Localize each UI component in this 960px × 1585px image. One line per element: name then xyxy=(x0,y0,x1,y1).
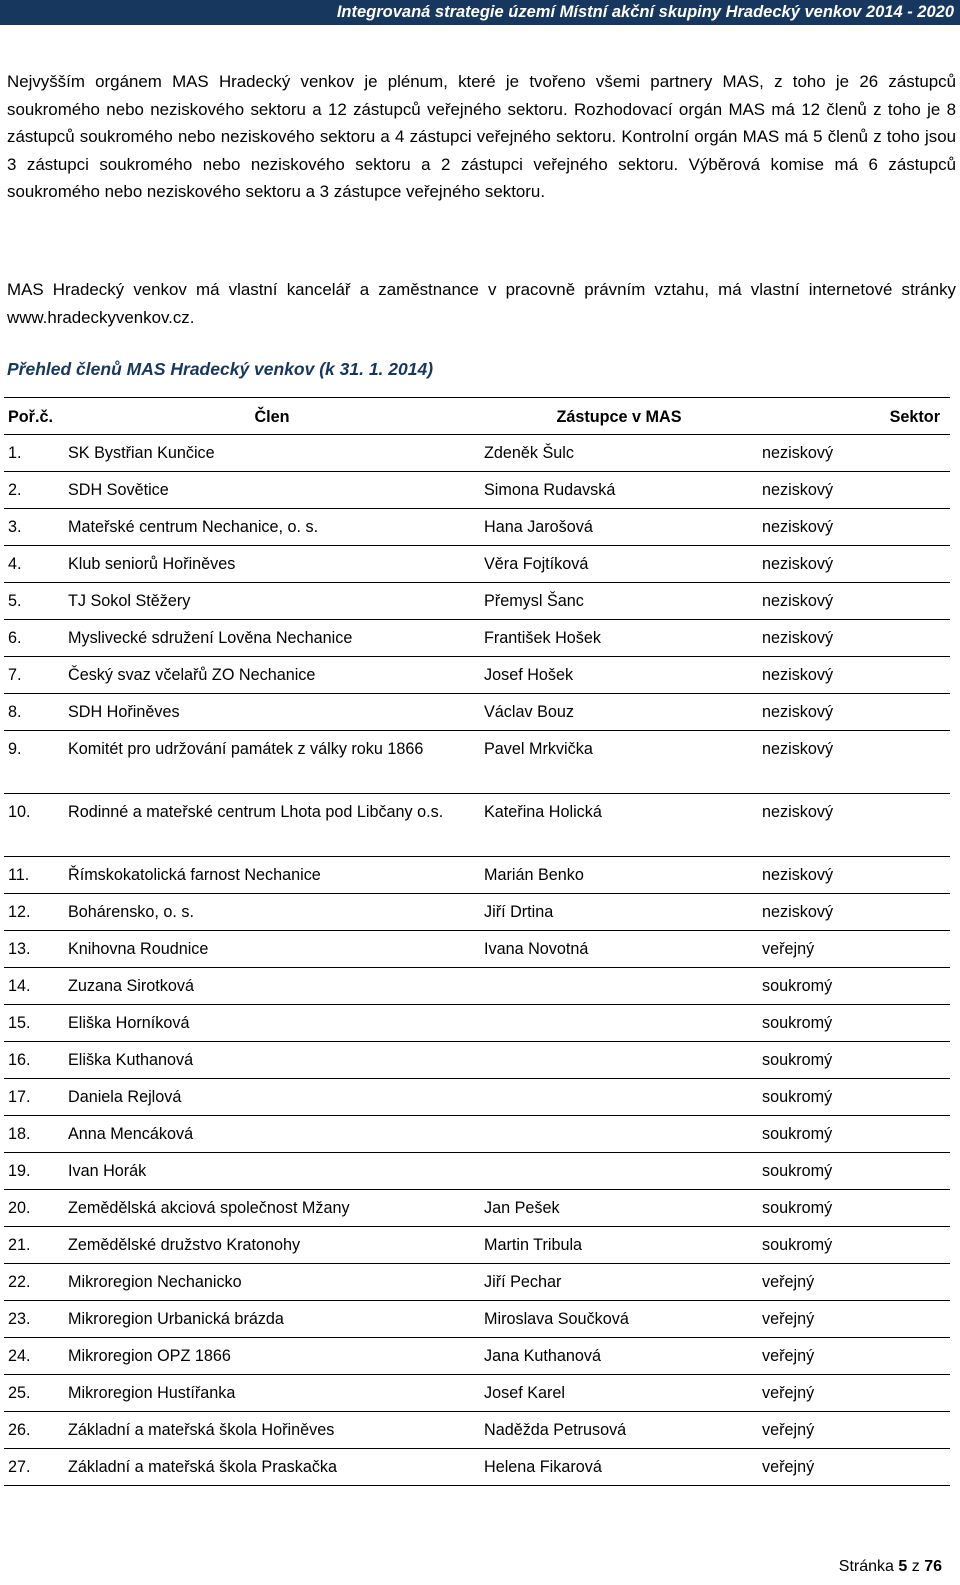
row-representative: Hana Jarošová xyxy=(484,518,593,536)
row-number: 25. xyxy=(8,1384,31,1402)
page-footer xyxy=(839,1556,942,1578)
row-sector: soukromý xyxy=(762,1088,833,1106)
table-row xyxy=(4,731,950,794)
row-number: 15. xyxy=(8,1014,31,1032)
footer-page-separator: z xyxy=(911,1558,920,1575)
row-representative: Miroslava Součková xyxy=(484,1310,629,1328)
row-representative: František Hošek xyxy=(484,629,601,647)
row-member: Základní a mateřská škola Praskačka xyxy=(68,1458,338,1476)
row-member: Český svaz včelařů ZO Nechanice xyxy=(68,666,316,684)
row-sector: neziskový xyxy=(762,444,834,462)
row-representative: Jana Kuthanová xyxy=(484,1347,602,1365)
row-number: 10. xyxy=(8,803,31,821)
row-sector: neziskový xyxy=(762,866,834,884)
row-sector: veřejný xyxy=(762,1310,815,1328)
table-row xyxy=(4,657,950,694)
footer-page-total: 76 xyxy=(924,1558,942,1575)
row-number: 4. xyxy=(8,555,22,573)
row-number: 6. xyxy=(8,629,22,647)
row-member: Klub seniorů Hořiněves xyxy=(68,555,236,573)
row-sector: neziskový xyxy=(762,518,834,536)
table-row xyxy=(4,1301,950,1338)
row-representative: Naděžda Petrusová xyxy=(484,1421,627,1439)
row-member: Zuzana Sirotková xyxy=(68,977,194,995)
table-row xyxy=(4,894,950,931)
row-member: Mikroregion Nechanicko xyxy=(68,1273,242,1291)
table-row xyxy=(4,1449,950,1486)
row-sector: neziskový xyxy=(762,803,834,821)
table-row xyxy=(4,794,950,857)
row-member: SDH Hořiněves xyxy=(68,703,180,721)
row-sector: neziskový xyxy=(762,903,834,921)
table-header-row xyxy=(4,398,950,435)
row-representative: Jan Pešek xyxy=(484,1199,560,1217)
members-overview-heading: Přehled členů MAS Hradecký venkov (k 31. 1. 2014) xyxy=(7,359,434,379)
row-sector: soukromý xyxy=(762,1125,833,1143)
footer-page-label: Stránka xyxy=(838,1558,894,1575)
row-member: SK Bystřian Kunčice xyxy=(68,444,215,462)
row-representative: Pavel Mrkvička xyxy=(484,740,593,758)
row-representative: Marián Benko xyxy=(484,866,584,884)
row-member: Daniela Rejlová xyxy=(68,1088,182,1106)
row-number: 20. xyxy=(8,1199,31,1217)
table-row xyxy=(4,1042,950,1079)
row-sector: veřejný xyxy=(762,1421,815,1439)
row-member: Zemědělské družstvo Kratonohy xyxy=(68,1236,301,1254)
row-representative: Zdeněk Šulc xyxy=(484,444,574,462)
row-member: Myslivecké sdružení Lověna Nechanice xyxy=(68,629,353,647)
row-number: 24. xyxy=(8,1347,31,1365)
row-number: 18. xyxy=(8,1125,31,1143)
row-number: 27. xyxy=(8,1458,31,1476)
members-table xyxy=(4,397,950,1486)
row-member: Bohárensko, o. s. xyxy=(68,903,194,921)
row-sector: veřejný xyxy=(762,940,815,958)
table-row xyxy=(4,1264,950,1301)
table-row xyxy=(4,931,950,968)
row-number: 26. xyxy=(8,1421,31,1439)
row-representative: Václav Bouz xyxy=(484,703,574,721)
row-representative: Martin Tribula xyxy=(484,1236,583,1254)
row-representative: Přemysl Šanc xyxy=(484,592,584,610)
row-member: Mikroregion Urbanická brázda xyxy=(68,1310,284,1328)
row-number: 21. xyxy=(8,1236,31,1254)
row-number: 11. xyxy=(8,866,30,884)
row-representative: Josef Karel xyxy=(484,1384,565,1402)
table-row xyxy=(4,1079,950,1116)
row-member: Základní a mateřská škola Hořiněves xyxy=(68,1421,335,1439)
table-row xyxy=(4,857,950,894)
row-sector: soukromý xyxy=(762,977,833,995)
row-number: 19. xyxy=(8,1162,31,1180)
row-member: Ivan Horák xyxy=(68,1162,147,1180)
row-number: 2. xyxy=(8,481,22,499)
row-representative: Jiří Pechar xyxy=(484,1273,562,1291)
row-representative: Helena Fikarová xyxy=(484,1458,602,1476)
row-sector: veřejný xyxy=(762,1458,815,1476)
table-row xyxy=(4,546,950,583)
row-member: Zemědělská akciová společnost Mžany xyxy=(68,1199,350,1217)
row-sector: soukromý xyxy=(762,1014,833,1032)
column-header-member: Člen xyxy=(64,398,480,435)
table-row xyxy=(4,620,950,657)
row-member: Rodinné a mateřské centrum Lhota pod Libčany o.s. xyxy=(68,803,444,821)
row-number: 17. xyxy=(8,1088,31,1106)
footer-page-number: 5 xyxy=(898,1558,908,1575)
row-number: 12. xyxy=(8,903,31,921)
row-number: 1. xyxy=(8,444,22,462)
row-sector: neziskový xyxy=(762,592,834,610)
row-number: 5. xyxy=(8,592,22,610)
table-row xyxy=(4,968,950,1005)
row-number: 16. xyxy=(8,1051,31,1069)
row-member: Komitét pro udržování památek z války roku 1866 xyxy=(68,740,424,758)
table-row xyxy=(4,1338,950,1375)
row-representative: Simona Rudavská xyxy=(484,481,616,499)
column-header-sector: Sektor xyxy=(758,398,950,435)
row-sector: neziskový xyxy=(762,555,834,573)
row-member: Mateřské centrum Nechanice, o. s. xyxy=(68,518,319,536)
table-row xyxy=(4,1005,950,1042)
table-row xyxy=(4,1227,950,1264)
row-number: 14. xyxy=(8,977,31,995)
row-member: TJ Sokol Stěžery xyxy=(68,592,191,610)
table-row xyxy=(4,694,950,731)
row-representative: Ivana Novotná xyxy=(484,940,589,958)
table-row xyxy=(4,1412,950,1449)
row-member: Eliška Kuthanová xyxy=(68,1051,194,1069)
row-sector: neziskový xyxy=(762,481,834,499)
table-row xyxy=(4,435,950,472)
row-sector: soukromý xyxy=(762,1236,833,1254)
row-member: Knihovna Roudnice xyxy=(68,940,209,958)
table-row xyxy=(4,583,950,620)
table-row xyxy=(4,1153,950,1190)
row-number: 9. xyxy=(8,740,22,758)
table-row xyxy=(4,1190,950,1227)
row-sector: veřejný xyxy=(762,1384,815,1402)
row-member: Mikroregion OPZ 1866 xyxy=(68,1347,231,1365)
row-member: Anna Mencáková xyxy=(68,1125,194,1143)
row-number: 8. xyxy=(8,703,22,721)
row-representative: Věra Fojtíková xyxy=(484,555,589,573)
row-sector: soukromý xyxy=(762,1051,833,1069)
column-header-number: Poř.č. xyxy=(4,398,64,435)
row-sector: neziskový xyxy=(762,666,834,684)
row-sector: neziskový xyxy=(762,629,834,647)
row-sector: veřejný xyxy=(762,1273,815,1291)
row-number: 22. xyxy=(8,1273,31,1291)
row-sector: veřejný xyxy=(762,1347,815,1365)
row-member: Eliška Horníková xyxy=(68,1014,190,1032)
row-member: Mikroregion Hustířanka xyxy=(68,1384,236,1402)
column-header-representative: Zástupce v MAS xyxy=(480,398,758,435)
row-sector: neziskový xyxy=(762,740,834,758)
row-member: SDH Sovětice xyxy=(68,481,169,499)
row-number: 13. xyxy=(8,940,31,958)
row-number: 3. xyxy=(8,518,22,536)
row-representative: Josef Hošek xyxy=(484,666,574,684)
table-row xyxy=(4,1375,950,1412)
table-row xyxy=(4,1116,950,1153)
row-number: 23. xyxy=(8,1310,31,1328)
row-member: Římskokatolická farnost Nechanice xyxy=(68,866,321,884)
office-paragraph: MAS Hradecký venkov má vlastní kancelář a zaměstnance v pracovně právním vztahu, má vlastní internetové stránky www.hradeckyvenkov.cz. xyxy=(7,280,956,327)
intro-paragraph: Nejvyšším orgánem MAS Hradecký venkov je plénum, které je tvořeno všemi partnery MAS, z toho je 26 zástupců soukromého nebo neziskového sektoru a 12 zástupců veřejného sektoru. Rozhodovací orgán MAS má 12 členů z toho je 8 zástupců soukromého nebo neziskového sektoru a 4 zástupci veřejného sektoru. Kontrolní orgán MAS má 5 členů z toho jsou 3 zástupci soukromého nebo neziskového sektoru a 2 zástupci veřejného sektoru. Výběrová komise má 6 zástupců soukromého nebo neziskového sektoru a 3 zástupce veřejného sektoru. xyxy=(7,72,956,201)
row-representative: Kateřina Holická xyxy=(484,803,602,821)
table-row xyxy=(4,472,950,509)
row-sector: neziskový xyxy=(762,703,834,721)
table-row xyxy=(4,509,950,546)
row-number: 7. xyxy=(8,666,22,684)
row-sector: soukromý xyxy=(762,1199,833,1217)
row-sector: soukromý xyxy=(762,1162,833,1180)
document-header-title: Integrovaná strategie území Místní akční skupiny Hradecký venkov 2014 - 2020 xyxy=(336,3,954,21)
row-representative: Jiří Drtina xyxy=(484,903,554,921)
